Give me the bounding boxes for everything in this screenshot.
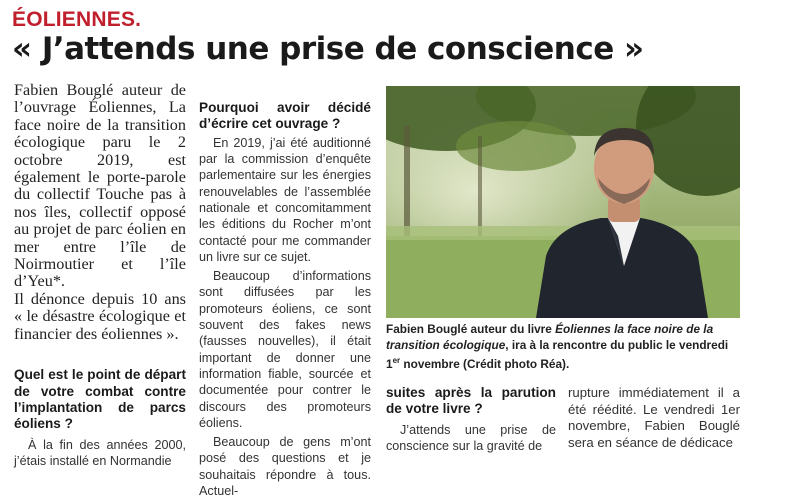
- caption-part-a: Fabien Bouglé auteur du livre: [386, 322, 556, 336]
- portrait-photo: [386, 86, 740, 318]
- side-text: rupture immédiatement il a été réédité. Le vendredi 1er novembre, Fabien Bouglé sera en séance de dédicace: [568, 385, 740, 450]
- caption-part-c: novembre (Crédit photo Réa).: [400, 356, 570, 371]
- continuation-column: [386, 385, 556, 454]
- question-3: suites après la parution de votre livre ?: [386, 385, 556, 417]
- side-column: [568, 385, 740, 451]
- article-headline: « J’attends une prise de conscience »: [12, 31, 644, 67]
- intro-column: [14, 82, 186, 469]
- intro-lead: Fabien Bouglé auteur de l’ouvrage Éoliennes, La face noire de la transition écologique paru le 2 octobre 2019, est également le porte-parole du collectif Touche pas à nos îles, collectif opposé au projet de parc éolien en mer entre l’île de Noirmoutier et l’île d’Yeu*.: [14, 81, 186, 291]
- question-1: Quel est le point de départ de votre combat contre l’implantation de parcs éoliens ?: [14, 367, 186, 432]
- answer-2-paragraph-2: Beaucoup d’informations sont diffusées par les promoteurs éoliens, ce sont souvent des fakes news (fausses nouvelles), il était important de donner une information fiable, sourcée et documentée pour contrer le discours des promoteurs éoliens.: [199, 269, 371, 430]
- interview-column: [199, 100, 371, 499]
- answer-2-paragraph-3: Beaucoup de gens m’ont posé des questions et je souhaitais répondre à tous. Actuel-: [199, 435, 371, 499]
- photo-caption: [386, 321, 740, 372]
- portrait-illustration: [386, 86, 740, 318]
- answer-3: J’attends une prise de conscience sur la gravité de: [386, 422, 556, 454]
- intro-text: [14, 82, 186, 343]
- question-2: Pourquoi avoir décidé d’écrire cet ouvrage ?: [199, 100, 371, 132]
- answer-2-paragraph-1: En 2019, j’ai été auditionné par la commission d’enquête parlementaire sur les énergies renouvelables de l’assemblée nationale et concomitamment les éditions du Rocher m’ont contacté pour me commander un livre sur ce sujet.: [199, 135, 371, 264]
- answer-1: À la fin des années 2000, j’étais installé en Normandie: [14, 437, 186, 469]
- caption-superscript: er: [392, 356, 401, 365]
- caption-book-title: Éoliennes la face noire de la transition écologique: [386, 322, 714, 352]
- intro-second: Il dénonce depuis 10 ans « le désastre écologique et financier des éoliennes ».: [14, 289, 186, 343]
- caption-part-b: , ira à la rencontre du public le vendredi 1: [386, 338, 729, 371]
- section-kicker: ÉOLIENNES.: [12, 8, 142, 31]
